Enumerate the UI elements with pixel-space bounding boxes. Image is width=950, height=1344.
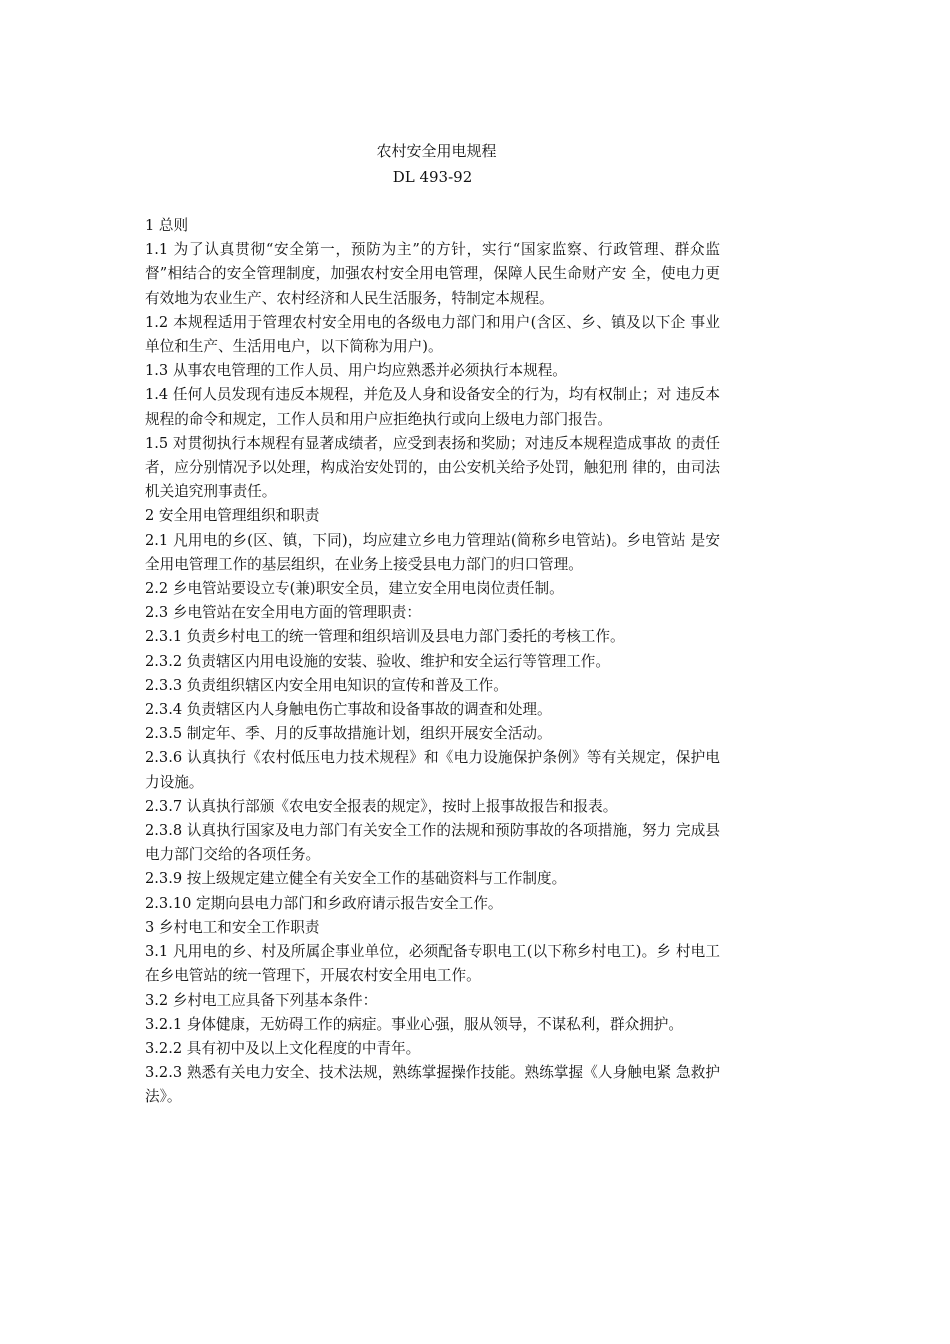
paragraph: 2.1 凡用电的乡(区、镇，下同)，均应建立乡电力管理站(简称乡电管站)。乡电管站 是安全用电管理工作的基层组织，在业务上接受县电力部门的归口管理。 xyxy=(145,531,720,573)
paragraph: 2.3 乡电管站在安全用电方面的管理职责： xyxy=(145,604,421,622)
paragraph: 1.5 对贯彻执行本规程有显著成绩者，应受到表扬和奖励；对违反本规程造成事故 的责任者，应分别情况予以处理，构成治安处罚的，由公安机关给予处罚，触犯刑 律的，由司法机关追究刑事责任。 xyxy=(145,434,720,501)
paragraph: 2.3.9 按上级规定建立健全有关安全工作的基础资料与工作制度。 xyxy=(145,870,567,888)
paragraph: 1.1 为了认真贯彻“安全第一，预防为主”的方针，实行“国家监察、行政管理、群众监督”相结合的安全管理制度，加强农村安全用电管理，保障人民生命财产安 全，使电力更有效地为农业生产、农村经济和人民生活服务，特制定本规程。 xyxy=(145,241,720,307)
paragraph: 3.2.3 熟悉有关电力安全、技术法规，熟练掌握操作技能。熟练掌握《人身触电紧 急救护法》。 xyxy=(145,1064,720,1106)
paragraph: 2.3.6 认真执行《农村低压电力技术规程》和《电力设施保护条例》等有关规定，保护电力设施。 xyxy=(145,749,720,791)
document-title: 农村安全用电规程 xyxy=(376,142,497,160)
paragraph: 1.2 本规程适用于管理农村安全用电的各级电力部门和用户(含区、乡、镇及以下企 事业单位和生产、生活用电户，以下简称为用户)。 xyxy=(145,313,720,356)
paragraph: 2.3.1 负责乡村电工的统一管理和组织培训及县电力部门委托的考核工作。 xyxy=(145,628,625,646)
paragraph: 3.2.2 具有初中及以上文化程度的中青年。 xyxy=(145,1039,421,1057)
document-page xyxy=(145,138,720,1110)
paragraph: 1.4 任何人员发现有违反本规程，并危及人身和设备安全的行为，均有权制止；对 违反本规程的命令和规定，工作人员和用户应拒绝执行或向上级电力部门报告。 xyxy=(145,386,720,428)
paragraph: 2.3.10 定期向县电力部门和乡政府请示报告安全工作。 xyxy=(145,894,503,912)
paragraph: 2.3.4 负责辖区内人身触电伤亡事故和设备事故的调查和处理。 xyxy=(145,701,552,719)
paragraph: 2.3.2 负责辖区内用电设施的安装、验收、维护和安全运行等管理工作。 xyxy=(145,652,610,670)
paragraph: 3.2.1 身体健康，无妨碍工作的病症。事业心强，服从领导，不谋私利，群众拥护。 xyxy=(145,1015,683,1033)
paragraph: 1 总则 xyxy=(145,217,189,234)
paragraph: 2 安全用电管理组织和职责 xyxy=(145,507,320,525)
paragraph: 2.3.8 认真执行国家及电力部门有关安全工作的法规和预防事故的各项措施，努力 完成县电力部门交给的各项任务。 xyxy=(145,822,720,864)
paragraph: 3.1 凡用电的乡、村及所属企事业单位，必须配备专职电工(以下称乡村电工)。乡 村电工在乡电管站的统一管理下，开展农村安全用电工作。 xyxy=(145,943,720,985)
paragraph: 2.3.7 认真执行部颁《农电安全报表的规定》，按时上报事故报告和报表。 xyxy=(145,797,618,815)
document-body xyxy=(145,214,720,1110)
paragraph: 1.3 从事农电管理的工作人员、用户均应熟悉并必须执行本规程。 xyxy=(145,362,567,380)
paragraph: 3.2 乡村电工应具备下列基本条件： xyxy=(145,991,378,1009)
paragraph: 2.3.3 负责组织辖区内安全用电知识的宣传和普及工作。 xyxy=(145,676,508,694)
paragraph: 2.2 乡电管站要设立专(兼)职安全员，建立安全用电岗位责任制。 xyxy=(145,580,564,598)
paragraph: 2.3.5 制定年、季、月的反事故措施计划，组织开展安全活动。 xyxy=(145,725,552,743)
paragraph: 3 乡村电工和安全工作职责 xyxy=(145,918,320,936)
title-spacer xyxy=(145,190,720,214)
document-code: DL 493-92 xyxy=(392,168,473,186)
